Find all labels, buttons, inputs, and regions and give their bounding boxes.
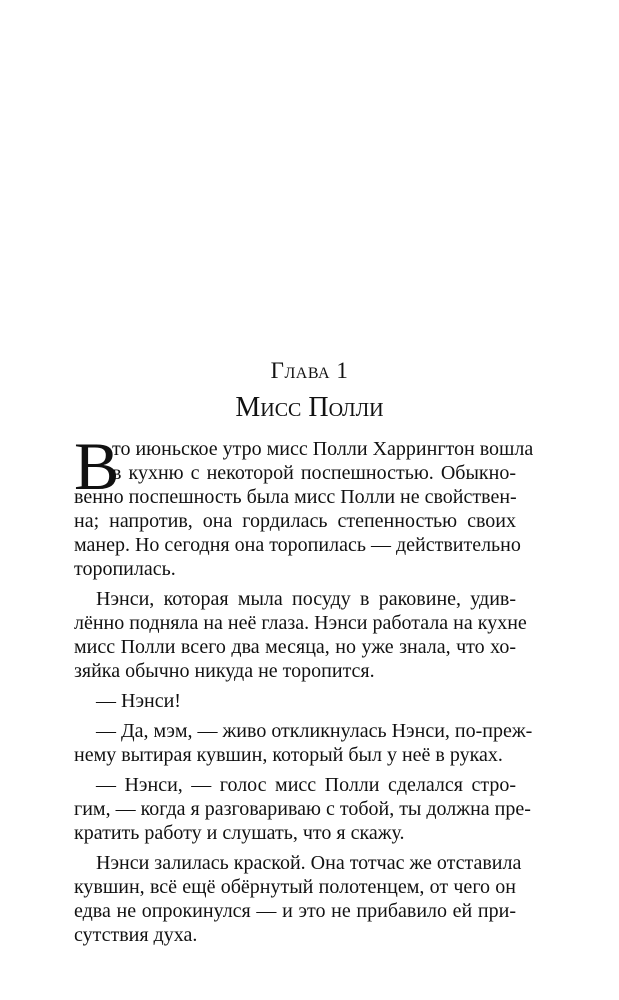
- text-line: то июньское утро мисс Полли Харрингтон вошла: [112, 438, 534, 460]
- text-line: лённо подняла на неё глаза. Нэнси работала на кухне: [74, 612, 527, 634]
- text-line: торопилась.: [74, 558, 176, 580]
- text-line: на; напротив, она гордилась степенностью своих: [74, 510, 516, 532]
- text-line: — Нэнси!: [96, 690, 181, 712]
- text-line: в кухню с некоторой поспешностью. Обыкно-: [112, 462, 516, 484]
- text-line: мисс Полли всего два месяца, но уже знала, что хо-: [74, 636, 516, 658]
- chapter-title: Мисс Полли: [235, 392, 384, 423]
- text-line: — Да, мэм, — живо откликнулась Нэнси, по-преж-: [96, 720, 533, 742]
- text-line: Нэнси, которая мыла посуду в раковине, удив-: [96, 588, 516, 610]
- text-line: гим, — когда я разговариваю с тобой, ты должна пре-: [74, 798, 531, 820]
- text-line: венно поспешность была мисс Полли не свойствен-: [74, 486, 517, 508]
- text-line: кувшин, всё ещё обёрнутый полотенцем, от чего он: [74, 876, 516, 898]
- text-line: зяйка обычно никуда не торопится.: [74, 660, 375, 682]
- text-line: Нэнси залилась краской. Она тотчас же отставила: [96, 852, 522, 874]
- text-line: кратить работу и слушать, что я скажу.: [74, 822, 405, 844]
- text-line: сутствия духа.: [74, 924, 198, 946]
- chapter-number: Глава 1: [270, 358, 349, 383]
- text-line: — Нэнси, — голос мисс Полли сделался стро-: [96, 774, 516, 796]
- text-line: манер. Но сегодня она торопилась — действительно: [74, 534, 521, 556]
- chapter-body: [74, 428, 534, 947]
- text-line: едва не опрокинулся — и это не прибавило ей при-: [74, 900, 516, 922]
- drop-cap: В: [74, 428, 120, 504]
- text-line: нему вытирая кувшин, который был у неё в руках.: [74, 744, 503, 766]
